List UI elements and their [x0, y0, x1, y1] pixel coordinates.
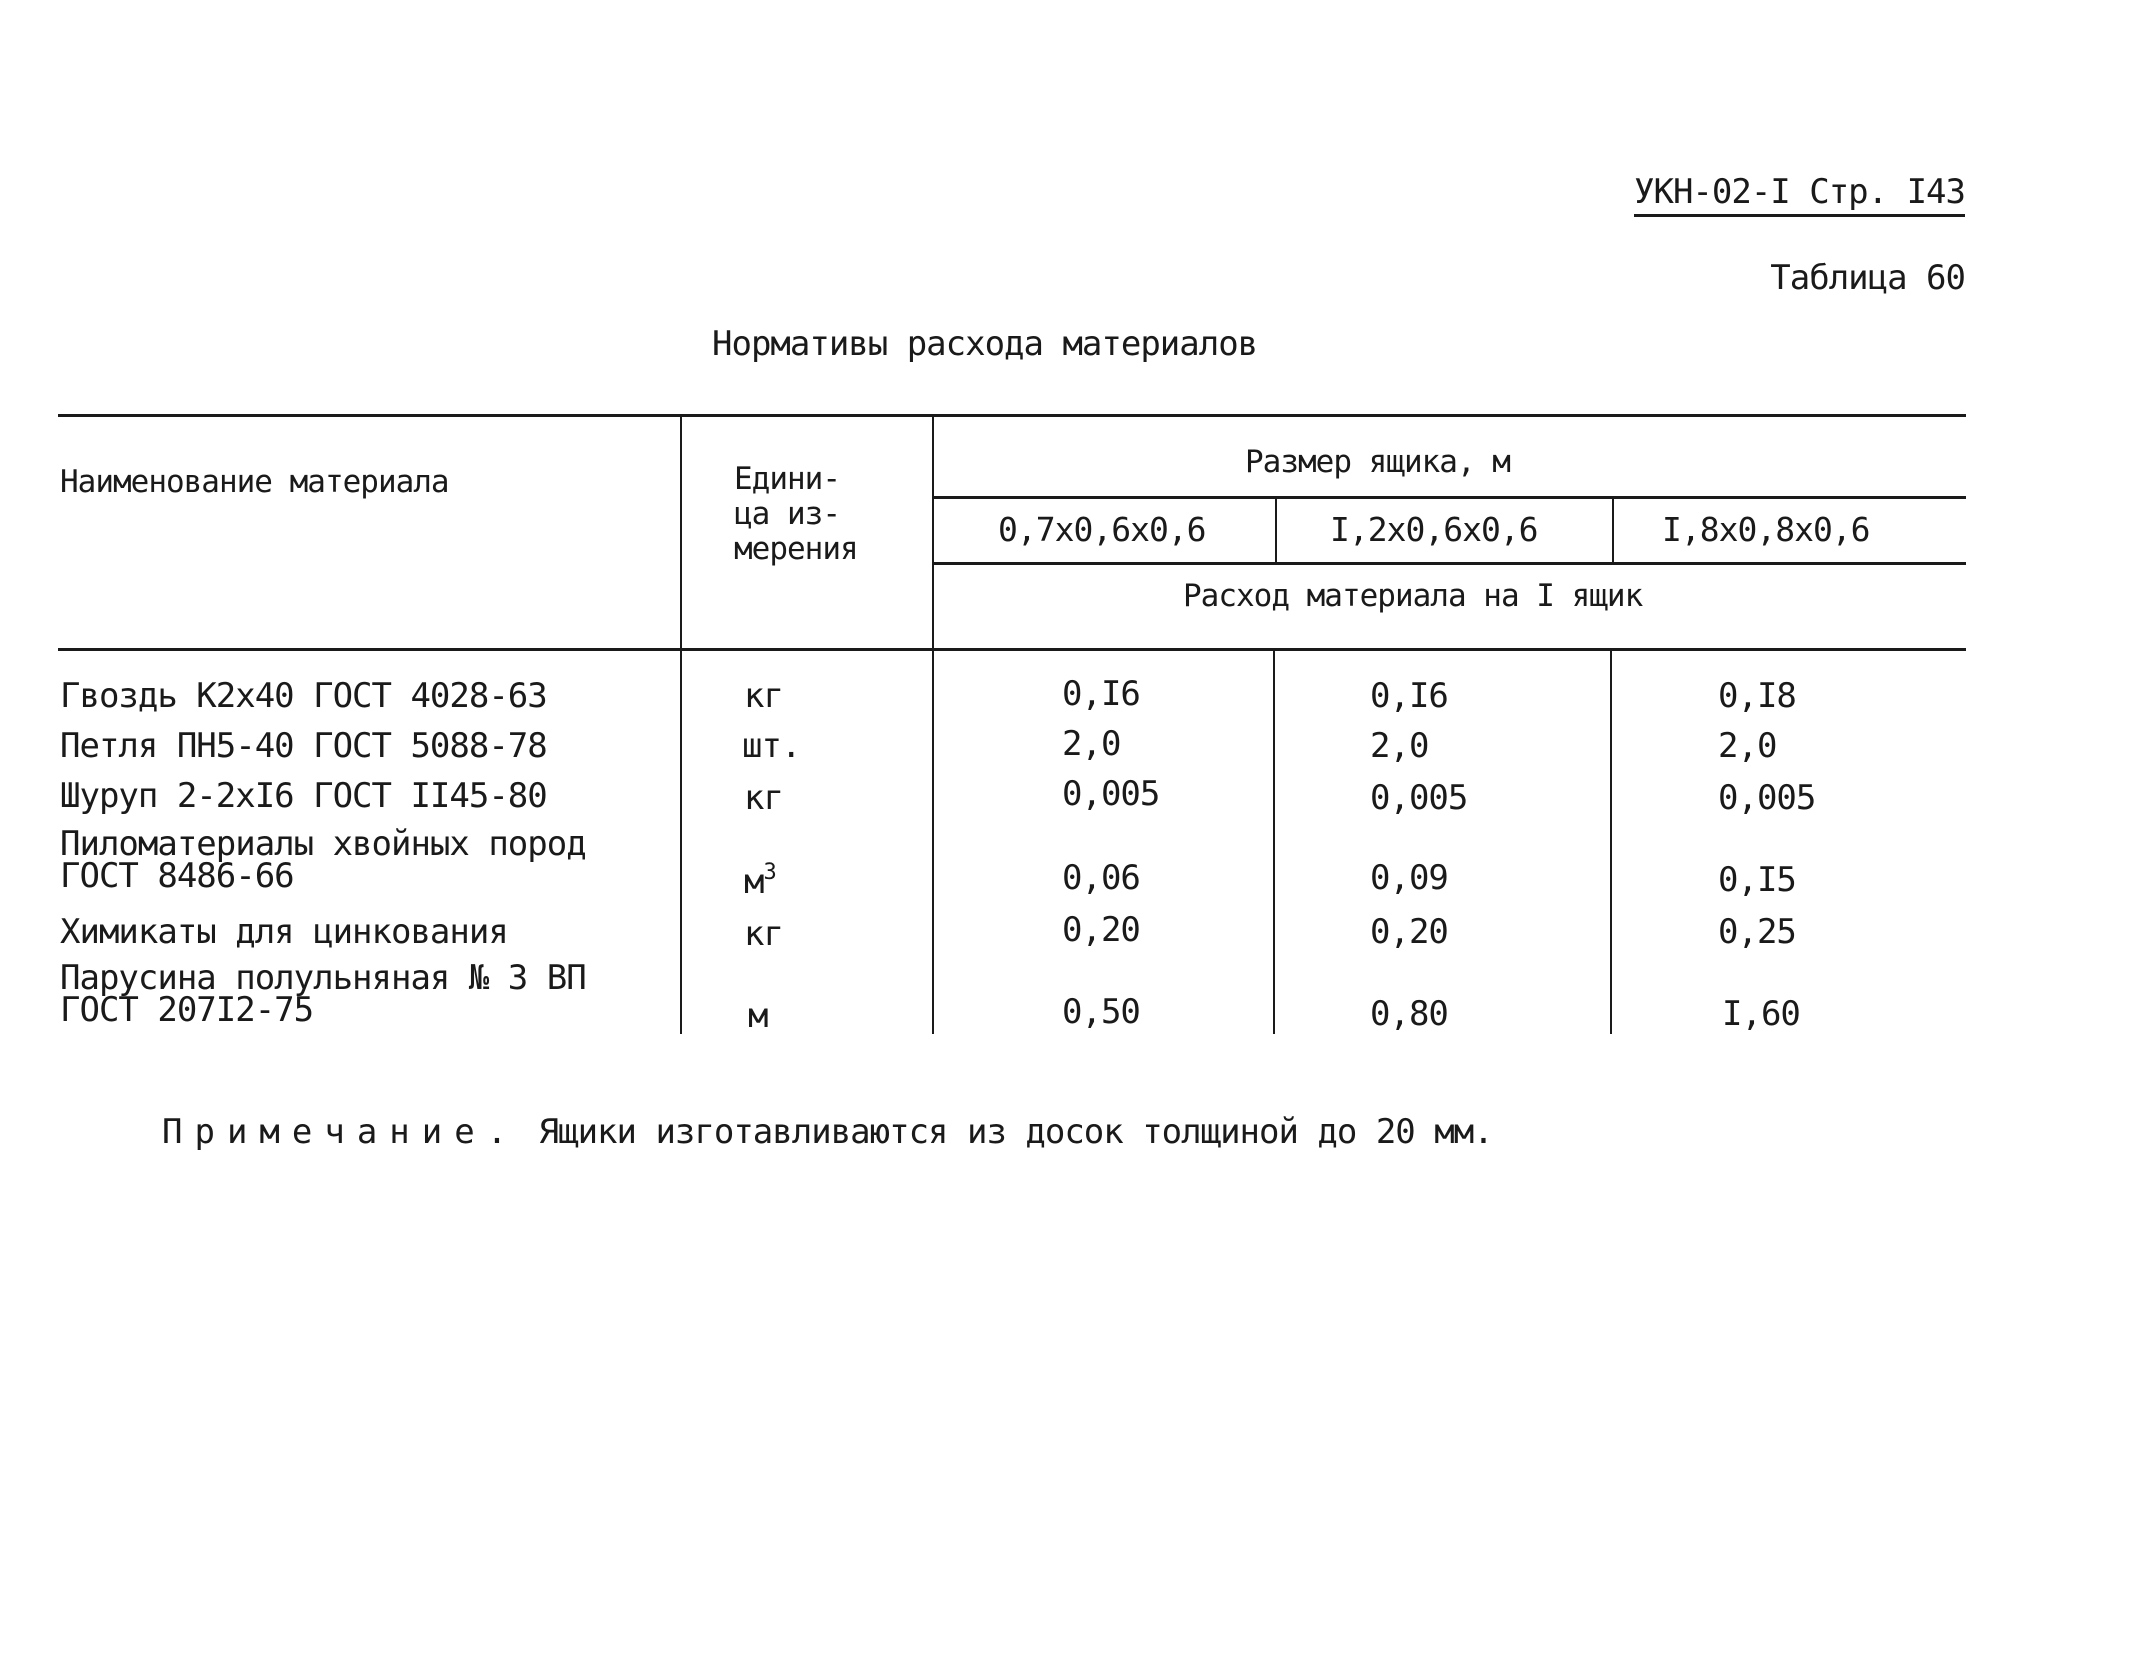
value-size-3: 0,I8 — [1718, 676, 1796, 716]
size-header-3: I,8х0,8х0,6 — [1662, 510, 1870, 549]
note-text: Ящики изготавливаются из досок толщиной до 20 мм. — [519, 1112, 1493, 1152]
value-size-2: 0,I6 — [1370, 676, 1448, 716]
material-name: Химикаты для цинкования — [60, 912, 508, 952]
value-size-2: 0,005 — [1370, 778, 1468, 818]
value-divider-2 — [1610, 650, 1612, 1034]
material-name-line: ГОСТ 207I2-75 — [60, 990, 314, 1030]
material-unit: кг — [744, 778, 783, 818]
material-name-line: ГОСТ 8486-66 — [60, 856, 294, 896]
value-size-2: 0,09 — [1370, 858, 1448, 898]
value-size-2: 2,0 — [1370, 726, 1429, 766]
size-header-1: 0,7х0,6х0,6 — [998, 510, 1206, 549]
value-size-3: 2,0 — [1718, 726, 1777, 766]
material-name: Шуруп 2-2хI6 ГОСТ II45-80 — [60, 776, 547, 816]
value-size-3: 0,I5 — [1718, 860, 1796, 900]
document-code: УКН-02-I Стр. I43 — [1634, 172, 1965, 217]
note-lead: Примечание. — [162, 1112, 520, 1152]
material-unit: кг — [744, 676, 783, 716]
material-unit: м — [748, 996, 768, 1036]
value-size-1: 0,I6 — [1062, 674, 1140, 714]
size-header-rule — [934, 496, 1966, 499]
material-name: Петля ПН5-40 ГОСТ 5088-78 — [60, 726, 547, 766]
value-size-1: 2,0 — [1062, 724, 1121, 764]
size-divider-2 — [1612, 497, 1614, 564]
consumption-header: Расход материала на I ящик — [1183, 578, 1643, 614]
size-values-rule — [934, 562, 1966, 565]
unit-exponent: 3 — [763, 860, 776, 885]
material-name — [60, 824, 586, 896]
value-size-2: 0,80 — [1370, 994, 1448, 1034]
header-bottom-rule — [58, 648, 1966, 651]
material-unit: кг — [744, 914, 783, 954]
material-unit — [744, 860, 776, 902]
material-name-line: Парусина полульняная № 3 ВП — [60, 958, 586, 998]
column-header-size: Размер ящика, м — [1245, 444, 1510, 480]
size-header-2: I,2х0,6х0,6 — [1330, 510, 1538, 549]
value-size-1: 0,005 — [1062, 774, 1160, 814]
value-size-3: I,60 — [1722, 994, 1800, 1034]
col-divider-unit — [932, 414, 934, 1034]
value-size-2: 0,20 — [1370, 912, 1448, 952]
table-top-rule — [58, 414, 1966, 417]
material-name-line: Пиломатериалы хвойных пород — [60, 824, 586, 864]
table-title: Нормативы расхода материалов — [712, 324, 1258, 364]
column-header-unit-line: мерения — [734, 531, 858, 567]
value-size-1: 0,06 — [1062, 858, 1140, 898]
size-divider-1 — [1275, 497, 1277, 564]
material-name: Гвоздь К2х40 ГОСТ 4028-63 — [60, 676, 547, 716]
table-number: Таблица 60 — [1770, 258, 1965, 298]
column-header-name: Наименование материала — [60, 464, 449, 500]
unit-base: м — [744, 862, 764, 902]
column-header-unit-line: ца из- — [734, 496, 840, 532]
col-divider-name — [680, 414, 682, 1034]
material-unit: шт. — [742, 726, 801, 766]
material-name — [60, 958, 586, 1030]
value-divider-1 — [1273, 650, 1275, 1034]
value-size-3: 0,005 — [1718, 778, 1816, 818]
table-note — [162, 1112, 1493, 1152]
value-size-3: 0,25 — [1718, 912, 1796, 952]
column-header-unit — [734, 462, 858, 567]
value-size-1: 0,20 — [1062, 910, 1140, 950]
value-size-1: 0,50 — [1062, 992, 1140, 1032]
column-header-unit-line: Едини- — [734, 461, 840, 497]
